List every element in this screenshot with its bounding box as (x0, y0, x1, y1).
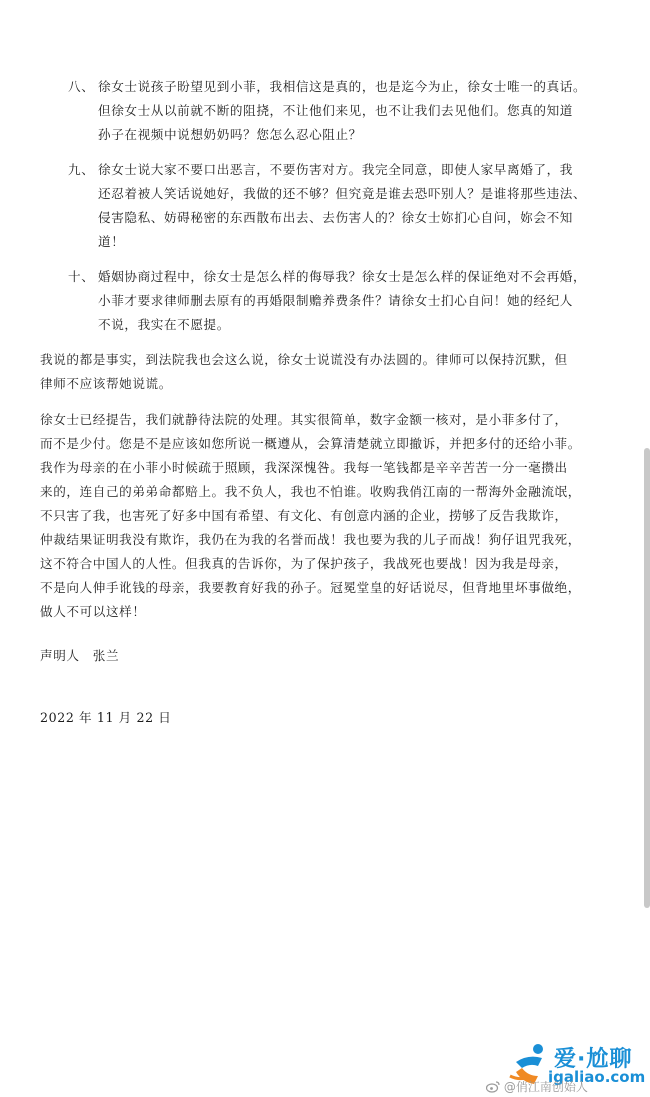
item-number: 十、 (68, 269, 95, 284)
weibo-credit (486, 1078, 588, 1095)
item-number: 九、 (68, 162, 95, 177)
watermark-title: 爱·尬聊 (554, 1047, 633, 1072)
statement-date: 2022 年 11 月 22 日 (40, 710, 172, 725)
item-nine (68, 158, 616, 254)
weibo-handle: @俏江南创始人 (503, 1080, 588, 1094)
item-number: 八、 (68, 79, 95, 94)
item-text: 徐女士说孩子盼望见到小菲，我相信这是真的，也是迄今为止，徐女士唯一的真话。 但徐女士从以前就不断的阻挠，不让他们来见，也不让我们去见他们。您真的知道 孙子在视频中说想奶奶吗？您怎么忍心阻止？ (98, 79, 587, 142)
signature-line: 声明人 张兰 (40, 648, 120, 663)
paragraph-lawsuit: 徐女士已经提告，我们就静待法院的处理。其实很简单，数字金额一核对，是小菲多付了， 而不是少付。您是不是应该如您所说一概遵从，会算清楚就立即撤诉，并把多付的还给小菲。 我作为母亲的在小菲小时候疏于照顾，我深深愧咎。我每一笔钱都是辛辛苦苦一分一毫攒出 来的，连自己的弟弟命都赔上。我不负人，我也不怕谁。收购我俏江南的一帮海外金融流氓， 不只害了我，也害死了好多中国有希望、有文化、有创意内涵的企业，捞够了反告我欺诈， 仲裁结果证明我没有欺诈，我仍在为我的名誉而战！我也要为我的儿子而战！狗仔诅咒我死， 这不符合中国人的人性。但我真的告诉你，为了保护孩子，我战死也要战！因为我是母亲， 不是向人伸手讹钱的母亲，我要教育好我的孙子。冠冕堂皇的好话说尽，但背地里坏事做绝， 做人不可以这样！ (40, 412, 581, 619)
item-ten (68, 265, 616, 337)
item-text: 徐女士说大家不要口出恶言，不要伤害对方。我完全同意，即使人家早离婚了，我 还忍着被人笑话说她好，我做的还不够？但究竟是谁去恐吓别人？是谁将那些违法、 侵害隐私、妨碍秘密的东西散布出去、去伤害人的？徐女士妳扪心自问，妳会不知 道！ (98, 162, 587, 249)
item-text: 婚姻协商过程中，徐女士是怎么样的侮辱我？徐女士是怎么样的保证绝对不会再婚， 小菲才要求律师删去原有的再婚限制赡养费条件？请徐女士扪心自问！她的经纪人 不说，我实在不愿提。 (98, 269, 587, 332)
item-eight (68, 75, 616, 147)
weibo-icon (486, 1081, 500, 1093)
watermark-url: igaliao.com (548, 1068, 646, 1086)
site-watermark (478, 1040, 650, 1097)
paragraph-truth: 我说的都是事实，到法院我也会这么说，徐女士说谎没有办法圆的。律师可以保持沉默，但 律师不应该帮她说谎。 (40, 352, 568, 391)
scrollbar-thumb[interactable] (644, 448, 650, 908)
